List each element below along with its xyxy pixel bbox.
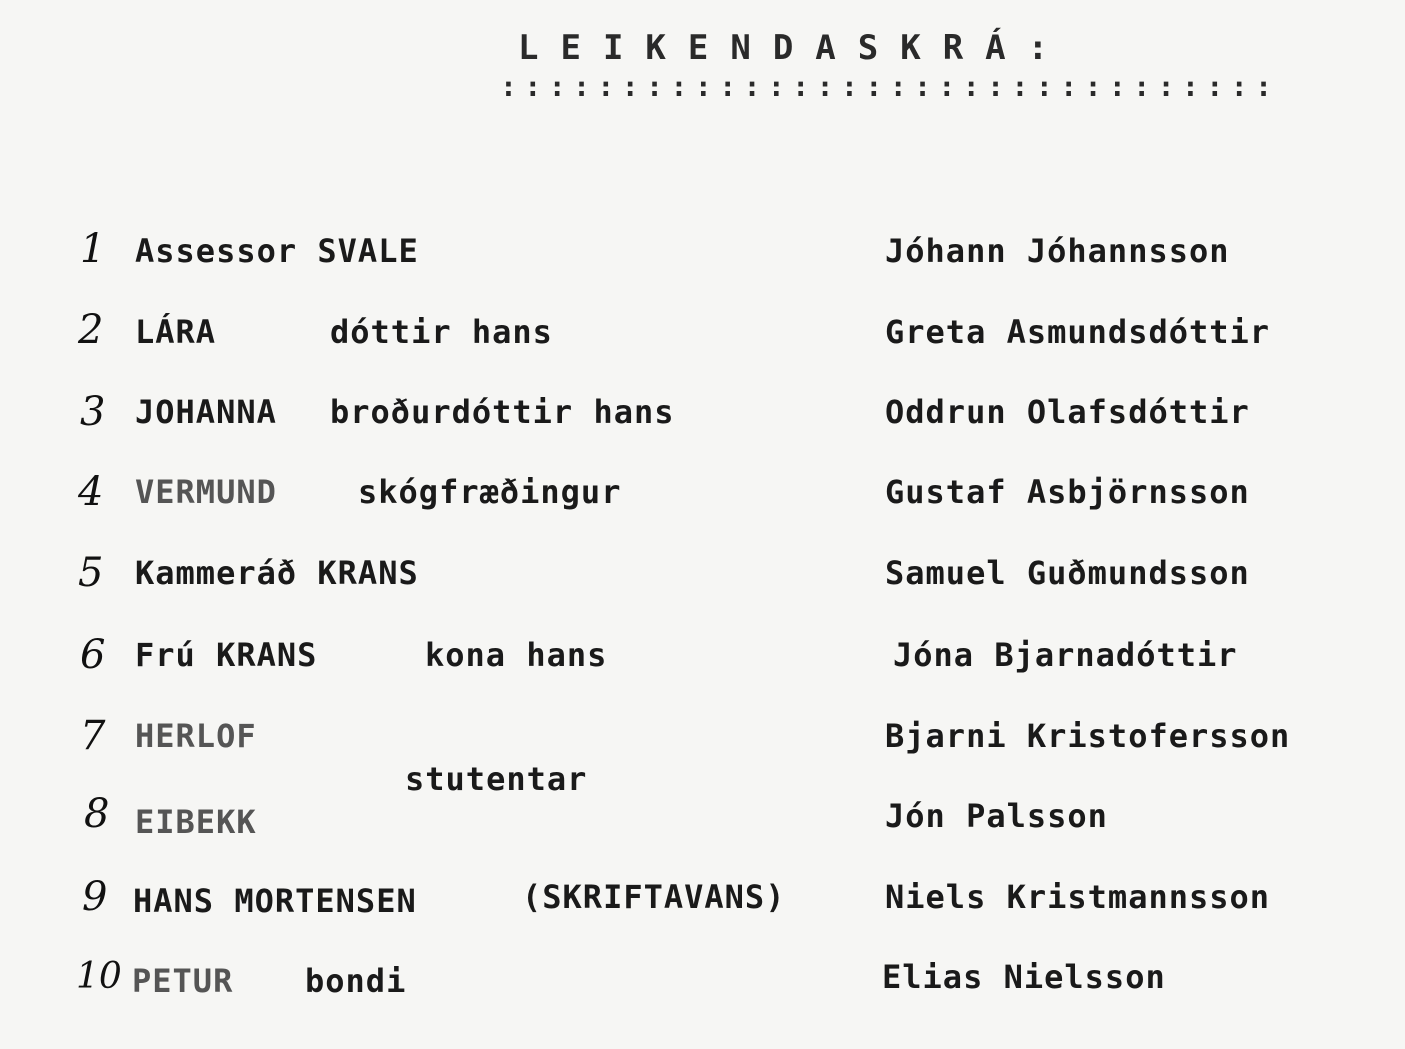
actor-name: Niels Kristmannsson <box>885 878 1271 916</box>
cast-number: 2 <box>78 307 104 353</box>
cast-number: 3 <box>80 389 106 435</box>
role-name: PETUR <box>132 962 234 1000</box>
cast-number: 8 <box>84 791 110 837</box>
role-description: bondi <box>305 962 407 1000</box>
page-title: LEIKENDASKRÁ: <box>518 28 1071 68</box>
cast-number: 4 <box>78 469 104 515</box>
cast-row <box>0 958 1405 1018</box>
role-description: skógfræðingur <box>358 473 622 511</box>
role-name: HANS MORTENSEN <box>133 882 417 920</box>
actor-name: Bjarni Kristofersson <box>885 717 1291 755</box>
title-underline: :::::::::::::::::::::::::::::::: <box>500 70 1280 103</box>
cast-row <box>0 713 1405 777</box>
actor-name: Samuel Guðmundsson <box>885 554 1250 592</box>
cast-row <box>0 307 1405 373</box>
role-description: (SKRIFTAVANS) <box>522 878 786 916</box>
role-name: LÁRA <box>135 313 217 351</box>
cast-row <box>0 226 1405 292</box>
role-name: Kammeráð KRANS <box>135 554 419 592</box>
cast-number: 6 <box>80 632 106 678</box>
cast-row <box>0 791 1405 857</box>
cast-row <box>0 389 1405 453</box>
cast-number: 10 <box>76 956 122 997</box>
actor-name: Greta Asmundsdóttir <box>885 313 1271 351</box>
actor-name: Jón Palsson <box>885 797 1108 835</box>
cast-number: 9 <box>82 874 108 920</box>
shared-role-description: stutentar <box>405 760 588 798</box>
cast-row <box>0 550 1405 614</box>
role-name: HERLOF <box>135 717 257 755</box>
role-description: broðurdóttir hans <box>330 393 675 431</box>
cast-row <box>0 469 1405 533</box>
role-name: Frú KRANS <box>135 636 318 674</box>
cast-number: 7 <box>80 713 106 759</box>
cast-row <box>0 632 1405 696</box>
cast-number: 1 <box>80 226 106 272</box>
actor-name: Jóna Bjarnadóttir <box>893 636 1238 674</box>
role-description: dóttir hans <box>330 313 553 351</box>
actor-name: Oddrun Olafsdóttir <box>885 393 1250 431</box>
role-name: Assessor SVALE <box>135 232 419 270</box>
actor-name: Elias Nielsson <box>882 958 1166 996</box>
cast-number: 5 <box>78 550 104 596</box>
role-name: VERMUND <box>135 473 277 511</box>
actor-name: Jóhann Jóhannsson <box>885 232 1230 270</box>
actor-name: Gustaf Asbjörnsson <box>885 473 1250 511</box>
role-name: EIBEKK <box>135 803 257 841</box>
role-description: kona hans <box>425 636 608 674</box>
role-name: JOHANNA <box>135 393 277 431</box>
cast-row <box>0 874 1405 938</box>
